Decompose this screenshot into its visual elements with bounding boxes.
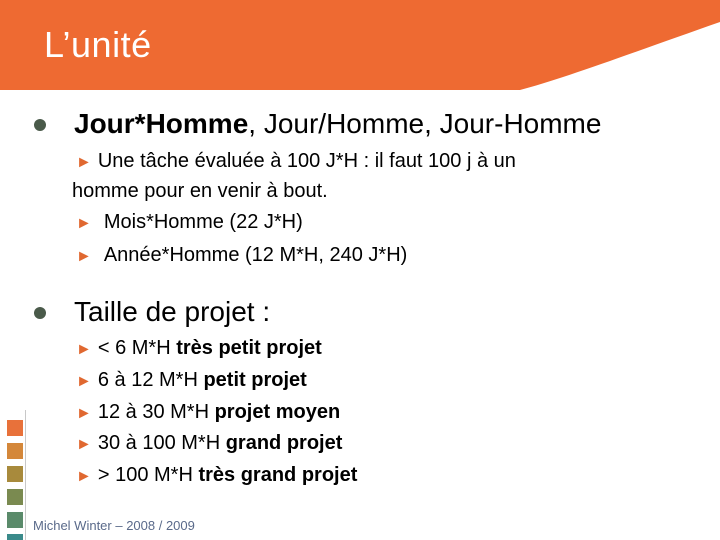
size-range: 6 à 12 M*H [97, 369, 198, 391]
bullet-dot [34, 119, 46, 131]
size-range: 30 à 100 M*H [97, 432, 221, 454]
arrow-icon: ► [76, 436, 92, 453]
section2-heading: Taille de projet : [74, 296, 271, 327]
heading-bold-term: Jour*Homme [74, 108, 249, 139]
size-label: petit projet [203, 369, 307, 391]
decorative-square [7, 512, 23, 528]
size-label: très petit projet [176, 337, 322, 359]
item-text: Année*Homme (12 M*H, 240 J*H) [103, 244, 408, 266]
decorative-square [7, 443, 23, 459]
size-label: projet moyen [214, 401, 341, 423]
arrow-icon: ► [76, 373, 92, 390]
size-range: < 6 M*H [97, 337, 171, 359]
section2-item-1 [76, 332, 322, 366]
arrow-icon: ► [76, 341, 92, 358]
title-bar [0, 0, 720, 90]
section2-item-5 [76, 459, 357, 493]
section1-item-2 [76, 206, 303, 240]
arrow-icon: ► [76, 405, 92, 422]
arrow-icon: ► [76, 248, 92, 265]
decorative-square [7, 489, 23, 505]
section2-item-3 [76, 396, 340, 430]
decorative-square [7, 534, 23, 540]
section1-item-3 [76, 239, 407, 273]
arrow-icon: ► [76, 215, 92, 232]
size-label: très grand projet [198, 464, 358, 486]
section2-item-4 [76, 427, 342, 461]
size-range: 12 à 30 M*H [97, 401, 210, 423]
section1-heading [74, 108, 601, 140]
slide-title: L’unité [44, 24, 152, 65]
section2-item-2 [76, 364, 307, 398]
bullet-dot [34, 307, 46, 319]
size-label: grand projet [225, 432, 343, 454]
heading-rest: , Jour/Homme, Jour-Homme [248, 108, 602, 139]
decorative-square [7, 466, 23, 482]
item-text: Une tâche évaluée à 100 J*H : il faut 100 j à un [97, 150, 516, 172]
arrow-icon: ► [76, 154, 92, 171]
section1-item-1 [76, 145, 516, 179]
item-text: Mois*Homme (22 J*H) [103, 211, 303, 233]
arrow-icon: ► [76, 468, 92, 485]
decorative-square [7, 420, 23, 436]
decorative-line [25, 410, 26, 540]
size-range: > 100 M*H [97, 464, 193, 486]
footer-text: Michel Winter – 2008 / 2009 [33, 518, 195, 533]
section1-item-1-cont [72, 175, 328, 207]
item-text: homme pour en venir à bout. [72, 180, 328, 202]
